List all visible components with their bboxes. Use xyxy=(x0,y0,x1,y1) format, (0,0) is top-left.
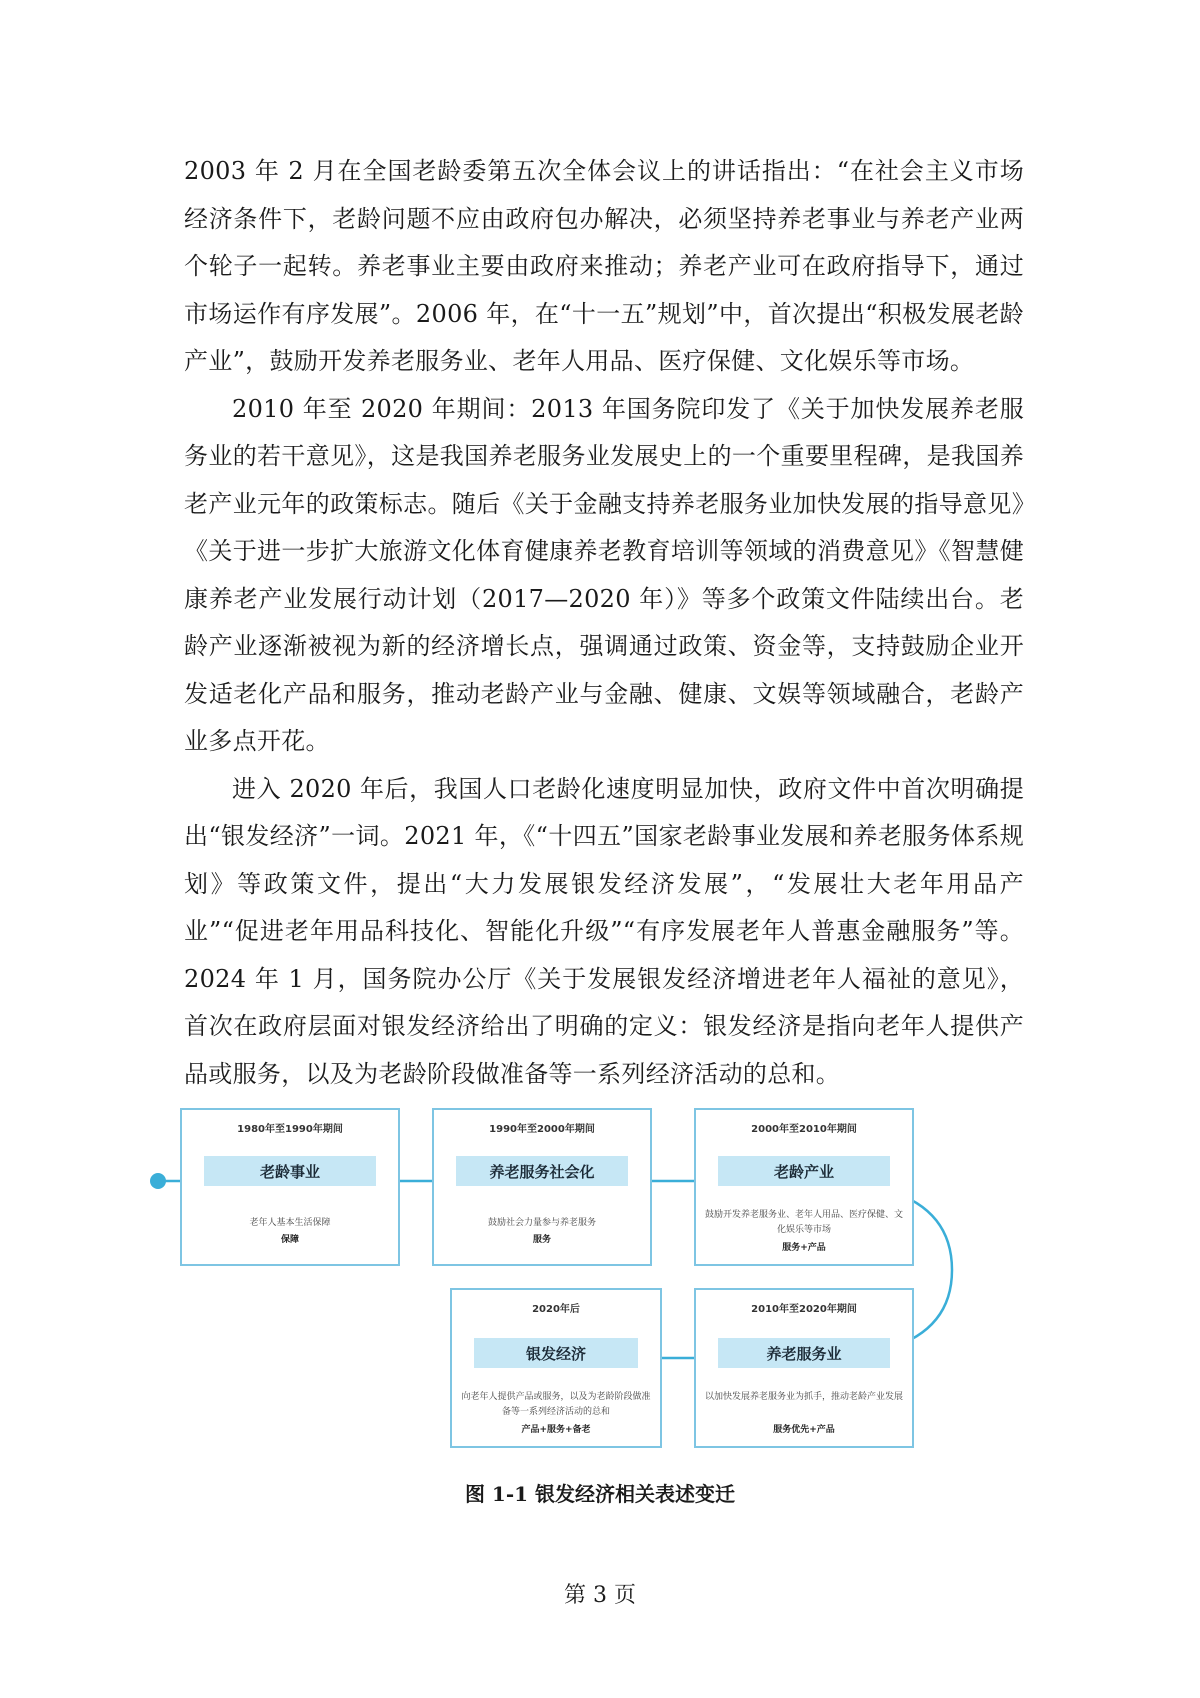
card-period: 1990年至2000年期间 xyxy=(489,1124,595,1135)
card-description: 鼓励开发养老服务业、老年人用品、医疗保健、文化娱乐等市场 xyxy=(704,1210,903,1235)
timeline-diagram xyxy=(140,1100,1020,1460)
card-description: 向老年人提供产品或服务，以及为老龄阶段做准备等一系列经济活动的总和 xyxy=(461,1392,651,1417)
card-period: 2000年至2010年期间 xyxy=(751,1124,857,1135)
card-description: 老年人基本生活保障 xyxy=(249,1218,331,1228)
card-title: 老龄产业 xyxy=(718,1156,890,1186)
paragraph-1: 2003 年 2 月在全国老龄委第五次全体会议上的讲话指出：“在社会主义市场经济条件下，老龄问题不应由政府包办解决，必须坚持养老事业与养老产业两个轮子一起转。养老事业主要由政府来推动；养老产业可在政府指导下，通过市场运作有序发展”。2006 年，在“十一五”规划”中，首次提出“积极发展老龄产业”，鼓励开发养老服务业、老年人用品、医疗保健、文化娱乐等市场。 xyxy=(184,157,1024,375)
card-title: 老龄事业 xyxy=(204,1156,376,1186)
card-tag: 服务 xyxy=(532,1235,551,1245)
card-tag: 产品+服务+备老 xyxy=(521,1425,591,1435)
card-title: 养老服务业 xyxy=(718,1338,890,1368)
timeline-card-5 xyxy=(694,1288,914,1448)
card-description: 鼓励社会力量参与养老服务 xyxy=(487,1218,596,1228)
timeline-card-1 xyxy=(180,1108,400,1266)
page-number: 第 3 页 xyxy=(564,1583,636,1608)
paragraph-2: 2010 年至 2020 年期间：2013 年国务院印发了《关于加快发展养老服务业的若干意见》，这是我国养老服务业发展史上的一个重要里程碑，是我国养老产业元年的政策标志。随后《关于金融支持养老服务业加快发展的指导意见》《关于进一步扩大旅游文化体育健康养老教育培训等领域的消费意见》《智慧健康养老产业发展行动计划（2017—2020 年）》等多个政策文件陆续出台。老龄产业逐渐被视为新的经济增长点，强调通过政策、资金等，支持鼓励企业开发适老化产品和服务，推动老龄产业与金融、健康、文娱等领域融合，老龄产业多点开花。 xyxy=(184,394,1024,755)
body-text xyxy=(184,148,1024,1098)
card-tag: 服务+产品 xyxy=(782,1243,826,1253)
card-title: 养老服务社会化 xyxy=(456,1156,628,1186)
timeline-card-2 xyxy=(432,1108,652,1266)
card-title: 银发经济 xyxy=(474,1338,638,1368)
card-description: 以加快发展养老服务业为抓手，推动老龄产业发展 xyxy=(704,1392,903,1402)
card-tag: 服务优先+产品 xyxy=(773,1425,835,1435)
paragraph-3: 进入 2020 年后，我国人口老龄化速度明显加快，政府文件中首次明确提出“银发经济”一词。2021 年，《“十四五”国家老龄事业发展和养老服务体系规划》等政策文件，提出“大力发展银发经济发展”，“发展壮大老年用品产业”“促进老年用品科技化、智能化升级”“有序发展老年人普惠金融服务”等。2024 年 1 月，国务院办公厅《关于发展银发经济增进老年人福祉的意见》，首次在政府层面对银发经济给出了明确的定义：银发经济是指向老年人提供产品或服务，以及为老龄阶段做准备等一系列经济活动的总和。 xyxy=(184,774,1024,1088)
card-period: 2010年至2020年期间 xyxy=(751,1304,857,1315)
card-period: 1980年至1990年期间 xyxy=(237,1124,343,1135)
timeline-card-3 xyxy=(694,1108,914,1266)
figure-caption: 图 1-1 银发经济相关表述变迁 xyxy=(464,1482,736,1506)
card-tag: 保障 xyxy=(280,1235,299,1245)
card-period: 2020年后 xyxy=(532,1304,580,1315)
timeline-card-4 xyxy=(450,1288,662,1448)
